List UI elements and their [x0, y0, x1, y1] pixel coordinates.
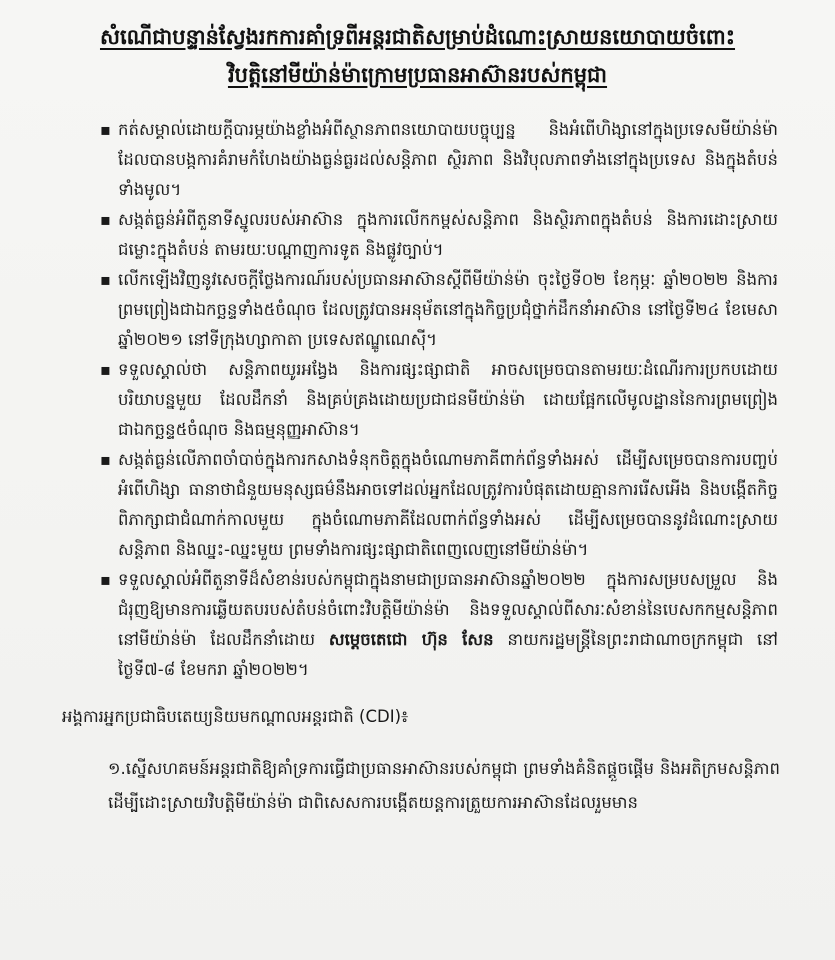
document-title-line-1: សំណើជាបន្ទាន់ស្វែងរកការគាំទ្រពីអន្តរជាតិសម្រាប់ដំណោះស្រាយនយោបាយចំពោះ — [99, 25, 736, 49]
bullet-text: កត់សម្គាល់ដោយក្តីបារម្ភយ៉ាងខ្លាំងអំពីស្ថានភាពនយោបាយបច្ចុប្បន្ន និងអំពើហិង្សានៅក្នុងប្រទេសមីយ៉ាន់ម៉ា ដែលបានបង្កការគំរាមកំហែងយ៉ាងធ្ងន់ធ្ងរដល់សន្តិភាព ស្ថិរភាព និងវិបុលភាពទាំងនៅក្នុងប្រទេស និងក្នុងតំបន់ទាំងមូល។ — [118, 120, 778, 199]
numbered-item-number: ១. — [108, 759, 126, 778]
bullet-marker: ▪ — [100, 360, 111, 379]
bullet-item-1 — [100, 115, 778, 205]
bullet-text-after: នាយករដ្ឋមន្ត្រីនៃព្រះរាជាណាចក្រកម្ពុជា នៅថ្ងៃទី៧-៨ ខែមករា ឆ្នាំ២០២២។ — [118, 630, 779, 679]
bullet-text: លើកឡើងវិញនូវសេចក្តីថ្លែងការណ៍របស់ប្រធានអាស៊ានស្តីពីមីយ៉ាន់ម៉ា ចុះថ្ងៃទី០២ ខែកុម្ភៈ ឆ្នាំ២០២២ និងការព្រមព្រៀងជាឯកច្ឆន្ទទាំង៥ចំណុច ដែលត្រូវបានអនុម័តនៅក្នុងកិច្ចប្រជុំថ្នាក់ដឹកនាំអាស៊ាន នៅថ្ងៃទី២៤ ខែមេសា ឆ្នាំ២០២១ នៅទីក្រុងហ្សាកាតា ប្រទេសឥណ្ឌូណេស៊ី។ — [118, 270, 778, 349]
bullet-marker: ▪ — [100, 210, 111, 229]
bullet-item-6 — [100, 565, 779, 685]
bullet-item-2 — [100, 205, 778, 265]
bullet-text: សង្កត់ធ្ងន់លើភាពចាំបាច់ក្នុងការកសាងទំនុកចិត្តក្នុងចំណោមភាគីពាក់ព័ន្ធទាំងអស់ ដើម្បីសម្រេចបានការបញ្ចប់អំពើហិង្សា ធានាថាជំនួយមនុស្សធម៌នឹងអាចទៅដល់អ្នកដែលត្រូវការបំផុតដោយគ្មានការរើសអើង និងបង្កើតកិច្ចពិភាក្សាជាជំណាក់កាលមួយ ក្នុងចំណោមភាគីដែលពាក់ព័ន្ធទាំងអស់ ដើម្បីសម្រេចបាននូវដំណោះស្រាយសន្តិភាព និងឈ្នះ-ឈ្នះមួយ ព្រមទាំងការផ្សះផ្សាជាតិពេញលេញនៅមីយ៉ាន់ម៉ា។ — [118, 450, 778, 559]
bullet-text: សង្កត់ធ្ងន់អំពីតួនាទីស្នូលរបស់អាស៊ាន ក្នុងការលើកកម្ពស់សន្តិភាព និងស្ថិរភាពក្នុងតំបន់ និងការដោះស្រាយជម្លោះក្នុងតំបន់ តាមរយៈបណ្តាញការទូត និងផ្លូវច្បាប់។ — [118, 210, 778, 259]
bullet-marker: ▪ — [100, 450, 111, 469]
numbered-item-text: ស្នើសហគមន៍អន្តរជាតិឱ្យគាំទ្រការធ្វើជាប្រធានអាស៊ានរបស់កម្ពុជា ព្រមទាំងគំនិតផ្តួចផ្តើម និងអតិក្រមសន្តិភាព ដើម្បីដោះស្រាយវិបត្តិមីយ៉ាន់ម៉ា ជាពិសេសការបង្កើតយន្តការត្រួយការអាស៊ានដែលរួមមាន — [108, 759, 780, 812]
numbered-item-1 — [108, 752, 780, 820]
bullet-text: ទទួលស្គាល់ថា សន្តិភាពយូរអង្វែង និងការផ្សះផ្សាជាតិ អាចសម្រេចបានតាមរយៈដំណើរការប្រកបដោយបរិយាបន្នមួយ ដែលដឹកនាំ និងគ្រប់គ្រងដោយប្រជាជនមីយ៉ាន់ម៉ា ដោយផ្អែកលើមូលដ្ឋាននៃការព្រមព្រៀងជាឯកច្ឆន្ទ៥ចំណុច និងធម្មនុញ្ញអាស៊ាន។ — [118, 360, 778, 439]
document-title-line-2: វិបត្តិនៅមីយ៉ាន់ម៉ាក្រោមប្រធានអាស៊ានរបស់កម្ពុជា — [227, 63, 608, 87]
bullet-marker: ▪ — [100, 270, 111, 289]
bullet-marker: ▪ — [100, 120, 111, 139]
bullet-item-3 — [100, 265, 778, 355]
bullet-item-5 — [100, 445, 778, 565]
bullet-list — [100, 115, 779, 685]
bullet-item-4 — [100, 355, 778, 445]
bullet-text-before: ទទួលស្គាល់អំពីតួនាទីដ៏សំខាន់របស់កម្ពុជាក្នុងនាមជាប្រធានអាស៊ានឆ្នាំ២០២២ ក្នុងការសម្របសម្រួល និងជំរុញឱ្យមានការឆ្លើយតបរបស់តំបន់ចំពោះវិបត្តិមីយ៉ាន់ម៉ា និងទទួលស្គាល់ពីសារៈសំខាន់នៃបេសកកម្មសន្តិភាពនៅមីយ៉ាន់ម៉ា ដែលដឹកនាំដោយ — [118, 570, 778, 649]
intro-statement: អង្គការអ្នកប្រជាធិបតេយ្យនិយមកណ្តាលអន្តរជាតិ (CDI)៖ — [62, 707, 409, 726]
bullet-text-bold-name: សម្តេចតេជោ ហ៊ុន សែន — [328, 630, 494, 649]
bullet-marker: ▪ — [100, 570, 111, 589]
